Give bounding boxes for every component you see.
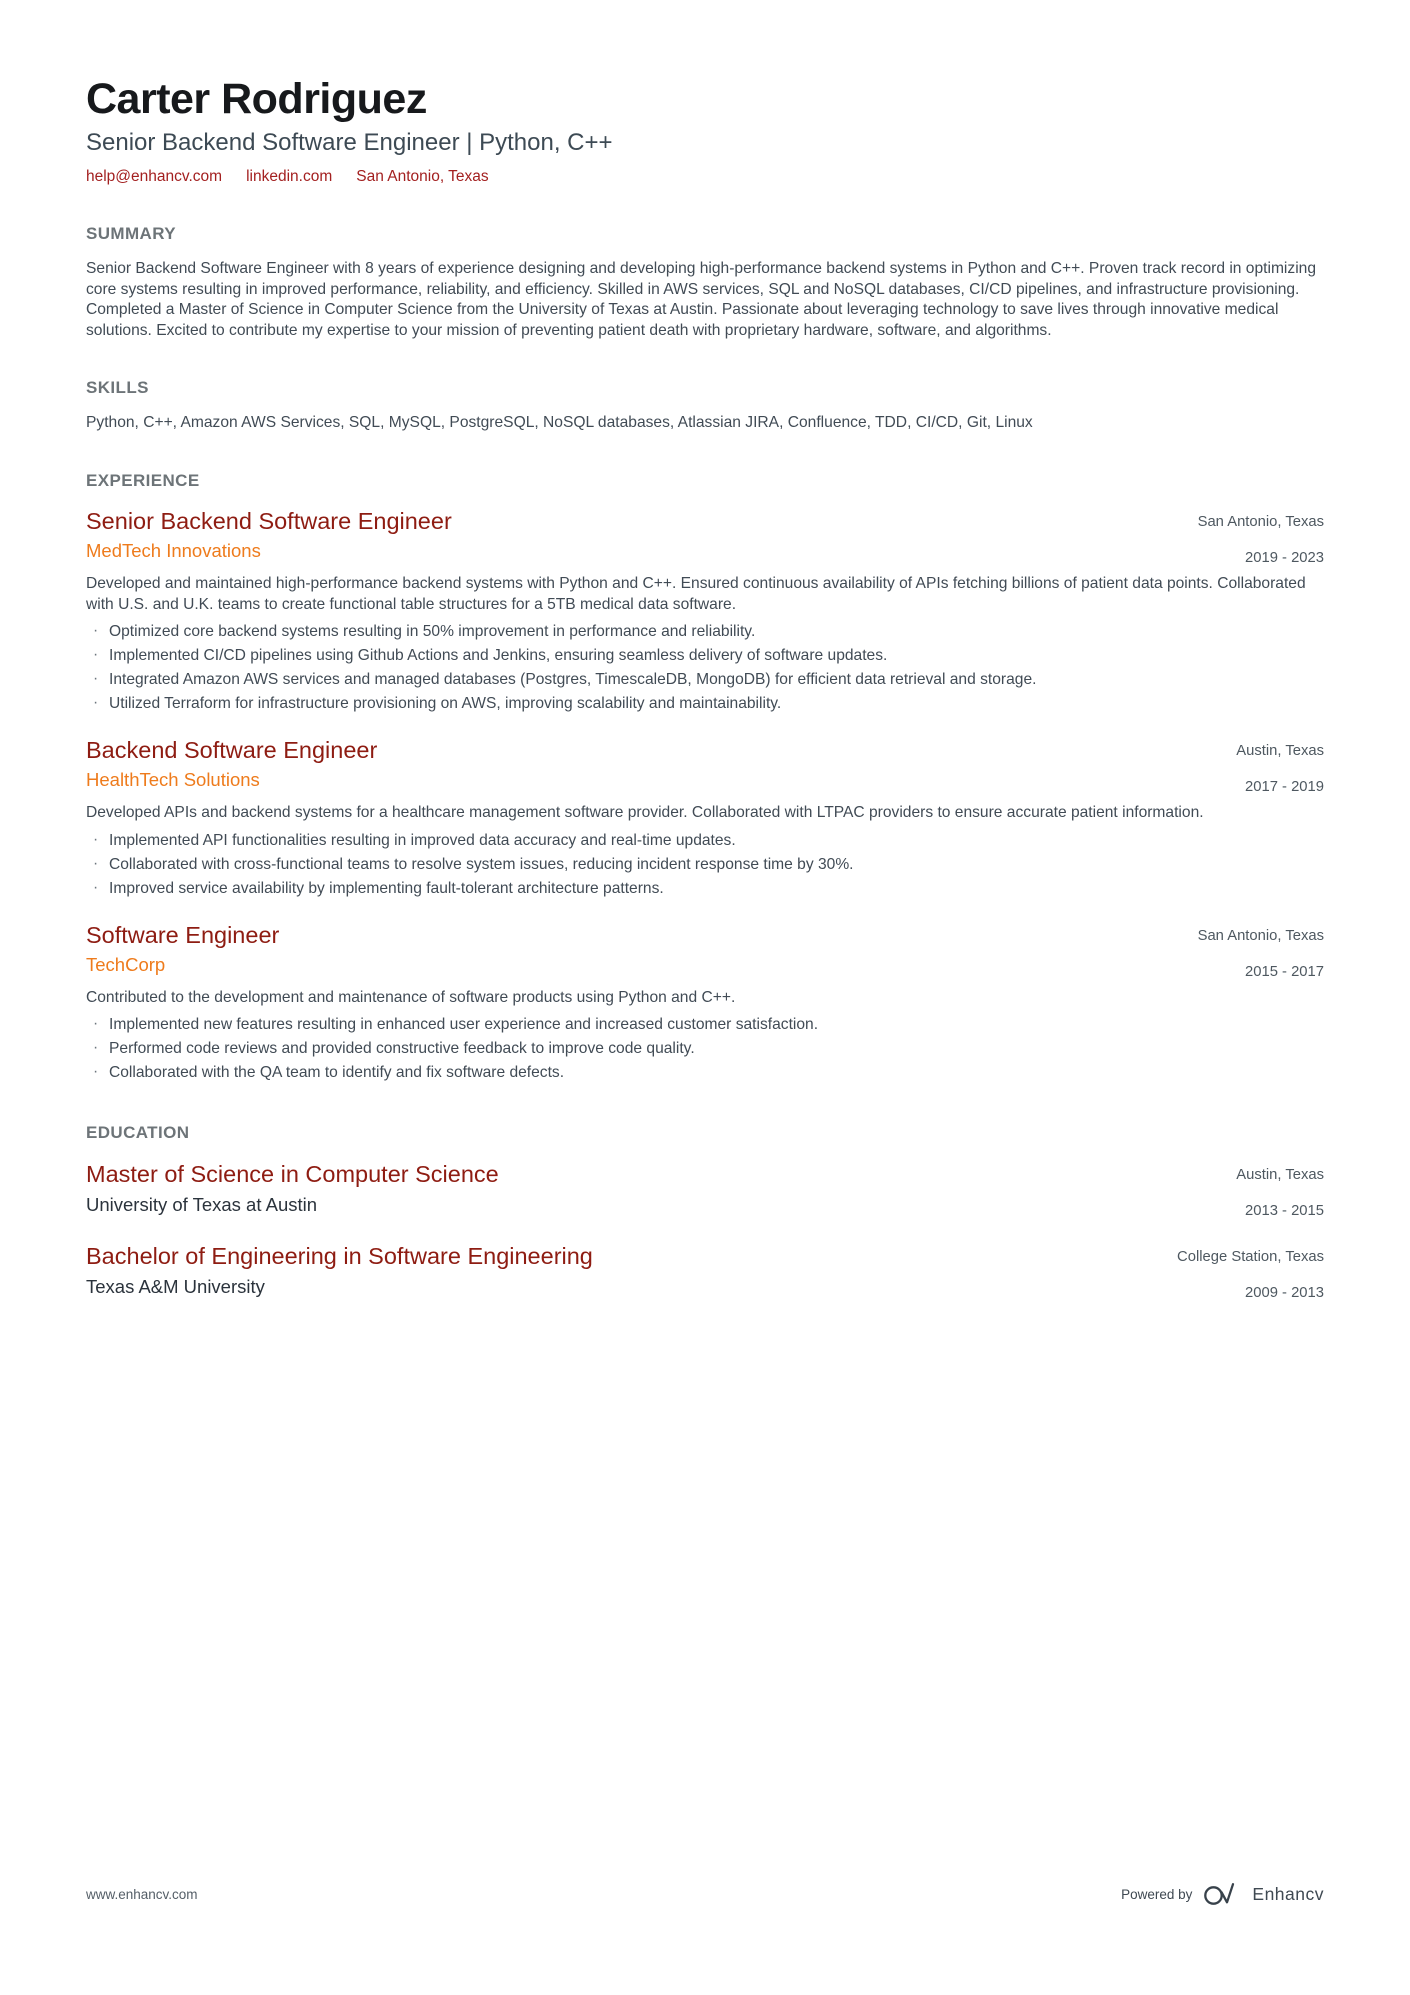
degree-title: Bachelor of Engineering in Software Engineering [86, 1242, 593, 1269]
skills-text: Python, C++, Amazon AWS Services, SQL, MySQL, PostgreSQL, NoSQL databases, Atlassian JIRA, Confluence, TDD, CI/CD, Git, Linux [86, 414, 1033, 432]
job-title: Senior Backend Software Engineer [86, 508, 452, 535]
job-company: MedTech Innovations [86, 540, 261, 562]
job-entry-medtech [86, 506, 1324, 714]
education-section [86, 1086, 1324, 1303]
school-name: University of Texas at Austin [86, 1193, 318, 1215]
education-entry-bachelors [86, 1241, 1324, 1304]
bullet-item: · Utilized Terraform for infrastructure provisioning on AWS, improving scalability and maintainability. [86, 693, 1324, 714]
summary-section [86, 187, 1324, 341]
job-title: Software Engineer [86, 921, 280, 948]
contact-linkedin-link[interactable]: linkedin.com [246, 168, 333, 186]
bullet-item: · Collaborated with cross-functional teams to resolve system issues, reducing incident response time by 30%. [86, 854, 1324, 875]
job-description: Developed and maintained high-performance backend systems with Python and C++. Ensured continuous availability of APIs fetching billions of patient data points. Collaborated with U.S. and U.K. teams to create functional table structures for a 5TB medical data software. [86, 575, 1306, 613]
job-dates: 2019 - 2023 [1245, 550, 1324, 567]
job-bullet-list [86, 621, 1324, 714]
contact-row [86, 168, 1324, 187]
education-dates: 2009 - 2013 [1245, 1284, 1324, 1301]
summary-heading: SUMMARY [86, 223, 176, 243]
job-header [86, 735, 1324, 798]
enhancv-logo-icon [1203, 1881, 1241, 1907]
enhancv-brand-text: Enhancv [1252, 1883, 1324, 1904]
contact-location: San Antonio, Texas [356, 168, 489, 186]
school-name: Texas A&M University [86, 1275, 265, 1297]
bullet-item: · Integrated Amazon AWS services and managed databases (Postgres, TimescaleDB, MongoDB) for efficient data retrieval and storage. [86, 669, 1324, 690]
experience-section [86, 434, 1324, 1086]
powered-by-enhancv[interactable] [1121, 1881, 1324, 1907]
skills-heading: SKILLS [86, 378, 149, 398]
bullet-item: · Improved service availability by implementing fault-tolerant architecture patterns. [86, 878, 1324, 899]
education-heading: EDUCATION [86, 1123, 190, 1143]
experience-heading: EXPERIENCE [86, 470, 200, 490]
candidate-name: Carter Rodriguez [86, 75, 427, 123]
education-entry-masters [86, 1159, 1324, 1222]
job-location: Austin, Texas [1236, 743, 1324, 760]
job-bullet-list [86, 830, 1324, 899]
bullet-item: · Implemented CI/CD pipelines using Github Actions and Jenkins, ensuring seamless delivery of software updates. [86, 645, 1324, 666]
contact-email-link[interactable]: help@enhancv.com [86, 168, 223, 186]
bullet-item: · Implemented new features resulting in enhanced user experience and increased customer satisfaction. [86, 1014, 1324, 1035]
bullet-item: · Implemented API functionalities resulting in improved data accuracy and real-time updates. [86, 830, 1324, 851]
job-header [86, 506, 1324, 569]
enhancv-website-link[interactable]: www.enhancv.com [86, 1886, 198, 1902]
resume-header [86, 76, 1324, 187]
job-entry-techcorp [86, 920, 1324, 1084]
job-description: Contributed to the development and maintenance of software products using Python and C++. [86, 988, 736, 1006]
bullet-item: · Optimized core backend systems resulting in 50% improvement in performance and reliability. [86, 621, 1324, 642]
candidate-title: Senior Backend Software Engineer | Python, C++ [86, 129, 613, 157]
job-company: TechCorp [86, 953, 166, 975]
degree-title: Master of Science in Computer Science [86, 1160, 499, 1187]
job-location: San Antonio, Texas [1197, 927, 1324, 944]
summary-text: Senior Backend Software Engineer with 8 years of experience designing and developing high-performance backend systems in Python and C++. Proven track record in optimizing core systems resulting in improved performance, reliability, and efficiency. Skilled in AWS services, SQL and NoSQL databases, CI/CD pipelines, and infrastructure provisioning. Completed a Master of Science in Computer Science from the University of Texas at Austin. Passionate about leveraging technology to save lives through innovative medical solutions. Excited to contribute my expertise to your mission of preventing patient death with proprietary hardware, software, and algorithms. [86, 260, 1317, 339]
education-location: College Station, Texas [1177, 1248, 1324, 1265]
job-company: HealthTech Solutions [86, 769, 260, 791]
job-header [86, 920, 1324, 983]
job-title: Backend Software Engineer [86, 737, 378, 764]
job-entry-healthtech [86, 735, 1324, 899]
education-dates: 2013 - 2015 [1245, 1202, 1324, 1219]
education-location: Austin, Texas [1236, 1166, 1324, 1183]
powered-by-label: Powered by [1121, 1886, 1193, 1902]
page-footer [86, 1881, 1324, 1907]
bullet-item: · Performed code reviews and provided constructive feedback to improve code quality. [86, 1038, 1324, 1059]
job-location: San Antonio, Texas [1197, 514, 1324, 531]
job-bullet-list [86, 1014, 1324, 1083]
job-description: Developed APIs and backend systems for a healthcare management software provider. Collaborated with LTPAC providers to ensure accurate patient information. [86, 804, 1204, 822]
skills-section [86, 341, 1324, 434]
job-dates: 2015 - 2017 [1245, 963, 1324, 980]
job-dates: 2017 - 2019 [1245, 779, 1324, 796]
bullet-item: · Collaborated with the QA team to identify and fix software defects. [86, 1062, 1324, 1083]
